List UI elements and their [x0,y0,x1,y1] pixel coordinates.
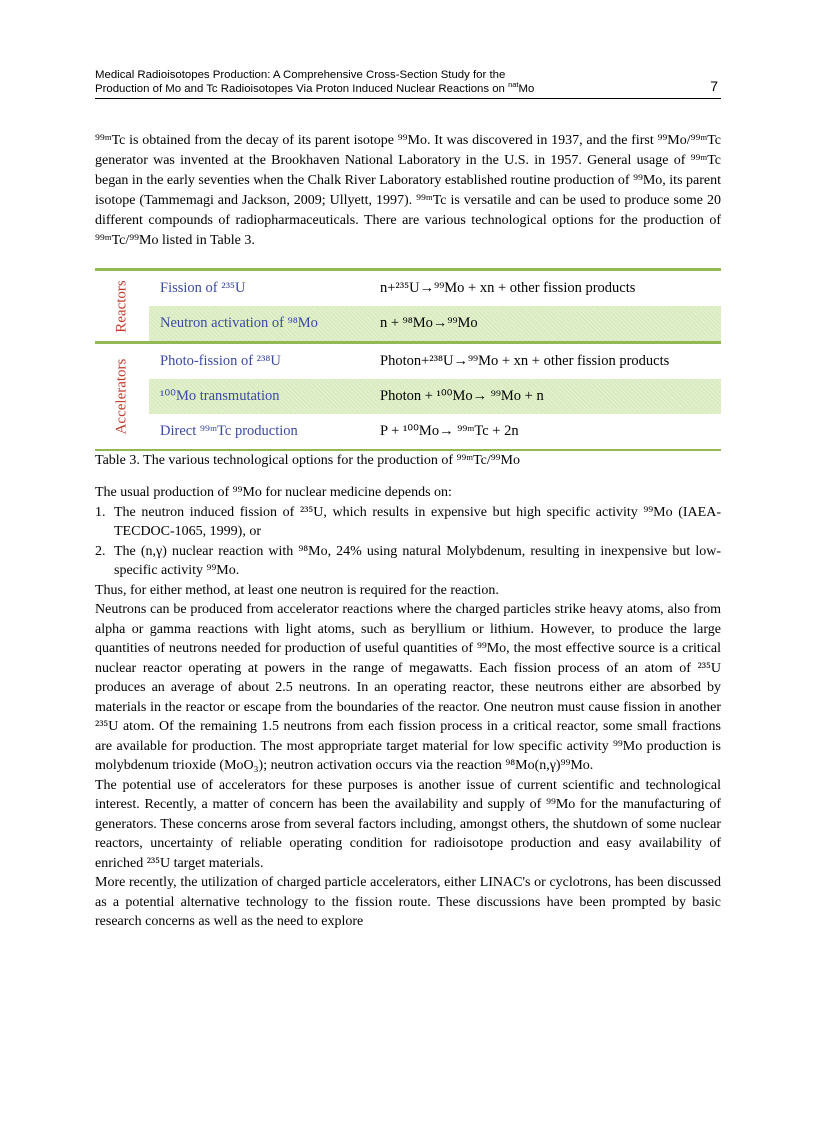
header-line-2-end: Mo [518,83,535,95]
table-row [149,306,721,341]
option-name: Photo-fission of ²³⁸U [160,353,281,369]
group-label-accelerators: Accelerators [113,358,130,435]
list-item [95,503,721,542]
option-name: Direct ⁹⁹ᵐTc production [160,423,298,439]
header-superscript: nat [508,80,519,89]
options-table [95,268,721,441]
recent-paragraph: More recently, the utilization of charged particle accelerators, either LINAC's or cyclotrons, has been discussed as a potential alternative technology to the fission route. These discussions have been prompted by basic research concerns as well as the need to explore [95,875,721,929]
thus-paragraph: Thus, for either method, at least one neutron is required for the reaction. [95,582,499,598]
list-text: The (n,γ) nuclear reaction with ⁹⁸Mo, 24% using natural Molybdenum, resulting in inexpensive but low-specific activity ⁹⁹Mo. [114,543,721,578]
list-number: 1. [95,504,106,520]
option-reaction: P + ¹⁰⁰Mo→ ⁹⁹ᵐTc + 2n [380,423,519,439]
table-bottom-rule [95,449,721,451]
list-number: 2. [95,543,106,559]
table-row [149,379,721,414]
option-reaction: Photon + ¹⁰⁰Mo→ ⁹⁹Mo + n [380,388,544,404]
accelerators-paragraph: The potential use of accelerators for these purposes is another issue of current scientific and technological interest. Recently, a matter of concern has been the availability and supply of ⁹⁹Mo for the manufacturing of generators. These concerns arose from several factors including, amongst others, the shutdown of some nuclear reactors, uncertainty of reliable operating condition for radioisotope production and easy availability of enriched ²³⁵U target materials. [95,777,721,871]
option-name: ¹⁰⁰Mo transmutation [160,388,280,404]
header-line-1: Medical Radioisotopes Production: A Comprehensive Cross-Section Study for the [95,69,506,81]
neutrons-paragraph: Neutrons can be produced from accelerator reactions where the charged particles strike heavy atoms, also from alpha or gamma reactions with light atoms, such as beryllium or lithium. However, to produce the large quantities of neutrons needed for production of useful quantities of ⁹⁹Mo, the most effective source is a critical nuclear reactor operating at powers in the range of megawatts. Each fission process of an atom of ²³⁵U produces an average of about 2.5 neutrons. In an operating reactor, these neutrons either are absorbed by materials in the reactor or escape from the boundaries of the reactor. One neutron must cause fission in another ²³⁵U atom. Of the remaining 1.5 neutrons from each fission process in a critical reactor, some small fractions are available for production. The most appropriate target material for low specific activity ⁹⁹Mo production is molybdenum trioxide (MoO₃); neutron activation occurs via the reaction ⁹⁸Mo(n,γ)⁹⁹Mo. [95,602,721,773]
table-row [149,271,721,306]
option-name: Fission of ²³⁵U [160,280,246,296]
list-item [95,542,721,581]
option-reaction: Photon+²³⁸U→⁹⁹Mo + xn + other fission products [380,353,670,369]
page-number: 7 [710,78,718,94]
intro-paragraph: ⁹⁹ᵐTc is obtained from the decay of its parent isotope ⁹⁹Mo. It was discovered in 1937, and the first ⁹⁹Mo/⁹⁹ᵐTc generator was invented at the Brookhaven National Laboratory in the U.S. in 1957. General usage of ⁹⁹ᵐTc began in the early seventies when the Chalk River Laboratory established routine production of ⁹⁹Mo, its parent isotope (Tammemagi and Jackson, 2009; Ullyett, 1997). ⁹⁹ᵐTc is versatile and can be used to produce some 20 different compounds of radiopharmaceuticals. There are various technological options for the production of ⁹⁹ᵐTc/⁹⁹Mo listed in Table 3. [95,133,721,248]
header-line-2-text: Production of Mo and Tc Radioisotopes Via Proton Induced Nuclear Reactions on [95,83,509,95]
table-row [149,414,721,449]
group-label-reactors: Reactors [113,279,130,333]
option-reaction: n + ⁹⁸Mo→⁹⁹Mo [380,315,478,331]
table-caption: Table 3. The various technological options for the production of ⁹⁹ᵐTc/⁹⁹Mo [95,453,520,468]
option-reaction: n+²³⁵U→⁹⁹Mo + xn + other fission products [380,280,636,296]
body-text [95,483,721,932]
usual-production-paragraph: The usual production of ⁹⁹Mo for nuclear medicine depends on: [95,485,452,500]
option-name: Neutron activation of ⁹⁸Mo [160,315,318,331]
list-text: The neutron induced fission of ²³⁵U, which results in expensive but high specific activity ⁹⁹Mo (IAEA-TECDOC-1065, 1999), or [114,504,721,539]
header-line-2 [95,82,721,96]
running-header [95,68,721,99]
table-row [149,344,721,379]
